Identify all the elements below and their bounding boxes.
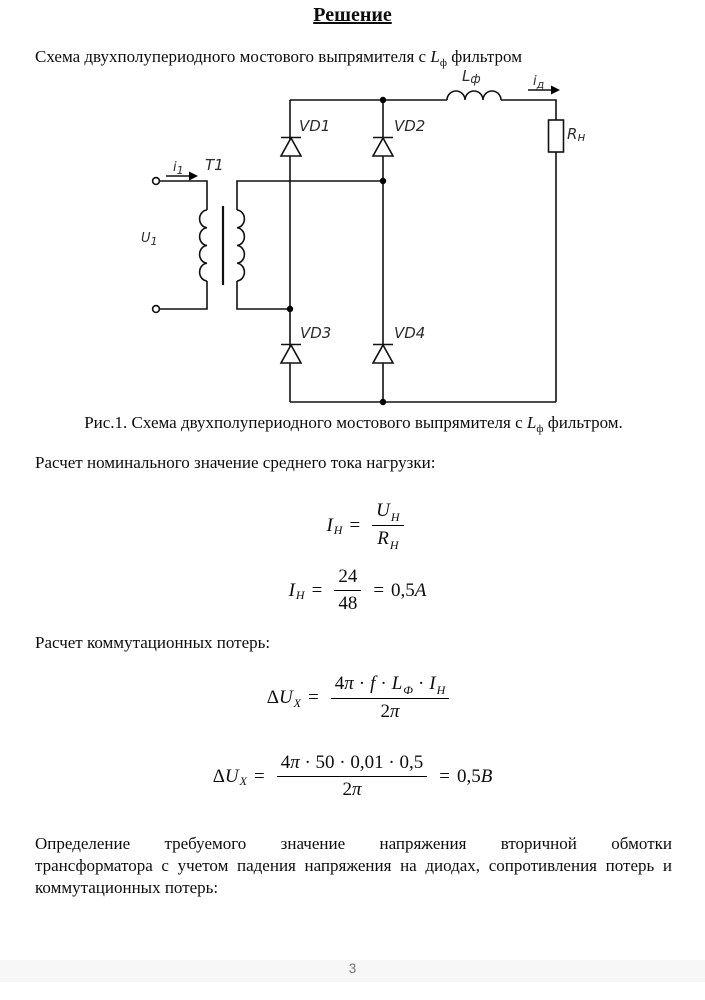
numerator <box>372 500 403 526</box>
pi-symbol: π <box>351 779 362 800</box>
secondary-bottom-lead <box>237 281 290 309</box>
diode-triangle <box>373 138 393 156</box>
equals-sign: = <box>349 514 361 536</box>
calc2-label: Расчет коммутационных потерь: <box>35 633 271 652</box>
primary-bottom-lead <box>159 281 207 309</box>
figure-caption <box>35 412 672 436</box>
diode-triangle <box>281 345 301 363</box>
diode-vd1 <box>281 138 301 157</box>
diode-label-vd1: VD1 <box>299 117 331 135</box>
label-main: i <box>173 160 177 175</box>
filter-inductor-label <box>462 67 481 86</box>
f1-lhs: I <box>326 514 333 536</box>
f1-num-sub: Н <box>390 510 400 524</box>
f4-lhs-sub: X <box>239 774 247 788</box>
intro-suffix: фильтром <box>446 47 522 66</box>
fraction <box>334 566 361 615</box>
top-rail-right <box>501 100 556 120</box>
delta-sign: Δ <box>266 687 279 708</box>
caption-var-sub: ф <box>536 423 544 435</box>
inductor-coil <box>447 91 501 100</box>
diode-triangle <box>373 345 393 363</box>
denominator <box>373 526 402 551</box>
f4-factors: · 50 · 0,01 · 0,5 <box>299 752 424 773</box>
diode-vd3 <box>281 345 301 364</box>
intro-prefix: Схема двухполупериодного мостового выпрямителя с <box>35 47 431 66</box>
label-sub: д <box>536 78 545 91</box>
equals-sign: = <box>373 579 385 601</box>
formula-row <box>289 566 427 615</box>
multiply-dot: · <box>358 673 366 694</box>
fraction <box>277 752 428 801</box>
caption-suffix: фильтром. <box>543 413 623 432</box>
caption-var: L <box>526 413 537 432</box>
junction-dot <box>287 306 293 312</box>
denominator <box>338 777 365 801</box>
delta-sign: Δ <box>212 765 225 787</box>
primary-voltage-label <box>141 231 158 248</box>
f4-result: 0,5 <box>456 765 481 787</box>
f3-current: I <box>429 673 436 694</box>
equals-sign: = <box>439 765 450 787</box>
label-main: i <box>533 74 537 89</box>
multiply-dot: · <box>417 673 425 694</box>
formula-row <box>267 673 455 723</box>
multiply-dot: · <box>380 673 387 694</box>
f3-lhs: U <box>278 687 293 708</box>
label-main: L <box>462 67 471 85</box>
junction-dot <box>380 97 386 103</box>
diode-label-vd3: VD3 <box>300 324 332 342</box>
intro-var-sub: ф <box>439 57 447 69</box>
arrow-head <box>189 172 198 181</box>
load-resistor <box>549 120 564 152</box>
diode-vd2 <box>373 138 393 157</box>
f1-den-sub: Н <box>389 538 399 552</box>
circuit-diagram <box>130 58 600 410</box>
load-resistor-label <box>567 125 585 144</box>
denominator <box>376 699 403 723</box>
f4-coef: 4 <box>280 752 291 773</box>
f2-unit: А <box>414 579 427 601</box>
numerator <box>331 673 450 699</box>
f1-den: R <box>377 528 389 549</box>
fraction <box>331 673 450 723</box>
f1-lhs-sub: Н <box>333 523 343 537</box>
numerator <box>277 752 428 777</box>
filter-and-load <box>447 91 564 402</box>
f1-num: U <box>376 500 390 521</box>
arrow-head <box>551 86 560 95</box>
label-sub: н <box>577 130 586 144</box>
f2-lhs: I <box>288 579 295 601</box>
formula-commutation-loss <box>0 673 705 723</box>
pi-symbol: π <box>290 752 300 773</box>
label-sub: 1 <box>150 235 158 248</box>
junction-dot <box>380 178 386 184</box>
formula-row <box>213 752 493 801</box>
f4-lhs: U <box>224 765 239 787</box>
fraction <box>372 500 403 551</box>
f2-result: 0,5 <box>391 579 415 601</box>
diode-label-vd2: VD2 <box>394 117 426 135</box>
calc1-label: Расчет номинального значение среднего тока нагрузки: <box>35 453 436 472</box>
bridge <box>290 100 556 402</box>
f2-lhs-sub: Н <box>295 588 305 602</box>
pi-symbol: π <box>389 701 400 722</box>
formula-load-current <box>0 500 705 551</box>
f3-inductance: L <box>391 673 403 694</box>
secondary-top-lead <box>237 181 383 210</box>
diode-vd4 <box>373 345 393 364</box>
equals-sign: = <box>308 687 319 708</box>
primary-winding <box>200 210 207 281</box>
input-terminal-bottom <box>153 306 160 313</box>
page-number: 3 <box>348 961 357 976</box>
f4-unit: В <box>480 765 493 787</box>
equals-sign: = <box>311 579 323 601</box>
label-main: U <box>141 231 151 246</box>
intro-var: L <box>430 47 440 66</box>
caption-prefix: Рис.1. Схема двухполупериодного мостового выпрямителя с <box>84 413 527 432</box>
f3-coef: 4 <box>334 673 345 694</box>
label-sub: ф <box>470 72 481 86</box>
f3-freq: f <box>370 673 376 694</box>
label-sub: 1 <box>176 164 184 177</box>
formula-row <box>326 500 408 551</box>
label-main: R <box>567 125 578 143</box>
formula-load-current-value <box>0 566 705 615</box>
input-terminal-top <box>153 178 160 185</box>
closing-line-3: коммутационных потерь: <box>35 878 219 897</box>
denominator: 48 <box>338 593 358 614</box>
equals-sign: = <box>253 765 265 787</box>
junction-dots <box>287 97 386 405</box>
closing-paragraph <box>35 833 672 899</box>
f4-den-coef: 2 <box>342 779 352 800</box>
primary-current-label <box>173 160 184 177</box>
load-current-label <box>533 74 544 91</box>
f3-lhs-sub: X <box>293 695 302 710</box>
primary-top-lead <box>159 181 207 210</box>
junction-dot <box>380 399 386 405</box>
transformer <box>150 178 383 313</box>
formula-commutation-loss-value <box>0 752 705 801</box>
f3-inductance-sub: Ф <box>403 683 413 697</box>
closing-line-2: трансформатора с учетом падения напряжения на диодах, сопротивления потерь и <box>35 856 672 875</box>
diode-label-vd4: VD4 <box>394 324 426 342</box>
f3-den-coef: 2 <box>380 701 390 722</box>
secondary-winding <box>237 210 244 281</box>
closing-line-1: Определение требуемого значение напряжения вторичной обмотки <box>35 834 672 853</box>
pi-symbol: π <box>344 673 354 694</box>
transformer-label: T1 <box>205 156 224 174</box>
diode-triangle <box>281 138 301 156</box>
page-title: Решение <box>313 4 392 26</box>
f3-current-sub: Н <box>436 683 446 697</box>
numerator: 24 <box>334 566 361 591</box>
